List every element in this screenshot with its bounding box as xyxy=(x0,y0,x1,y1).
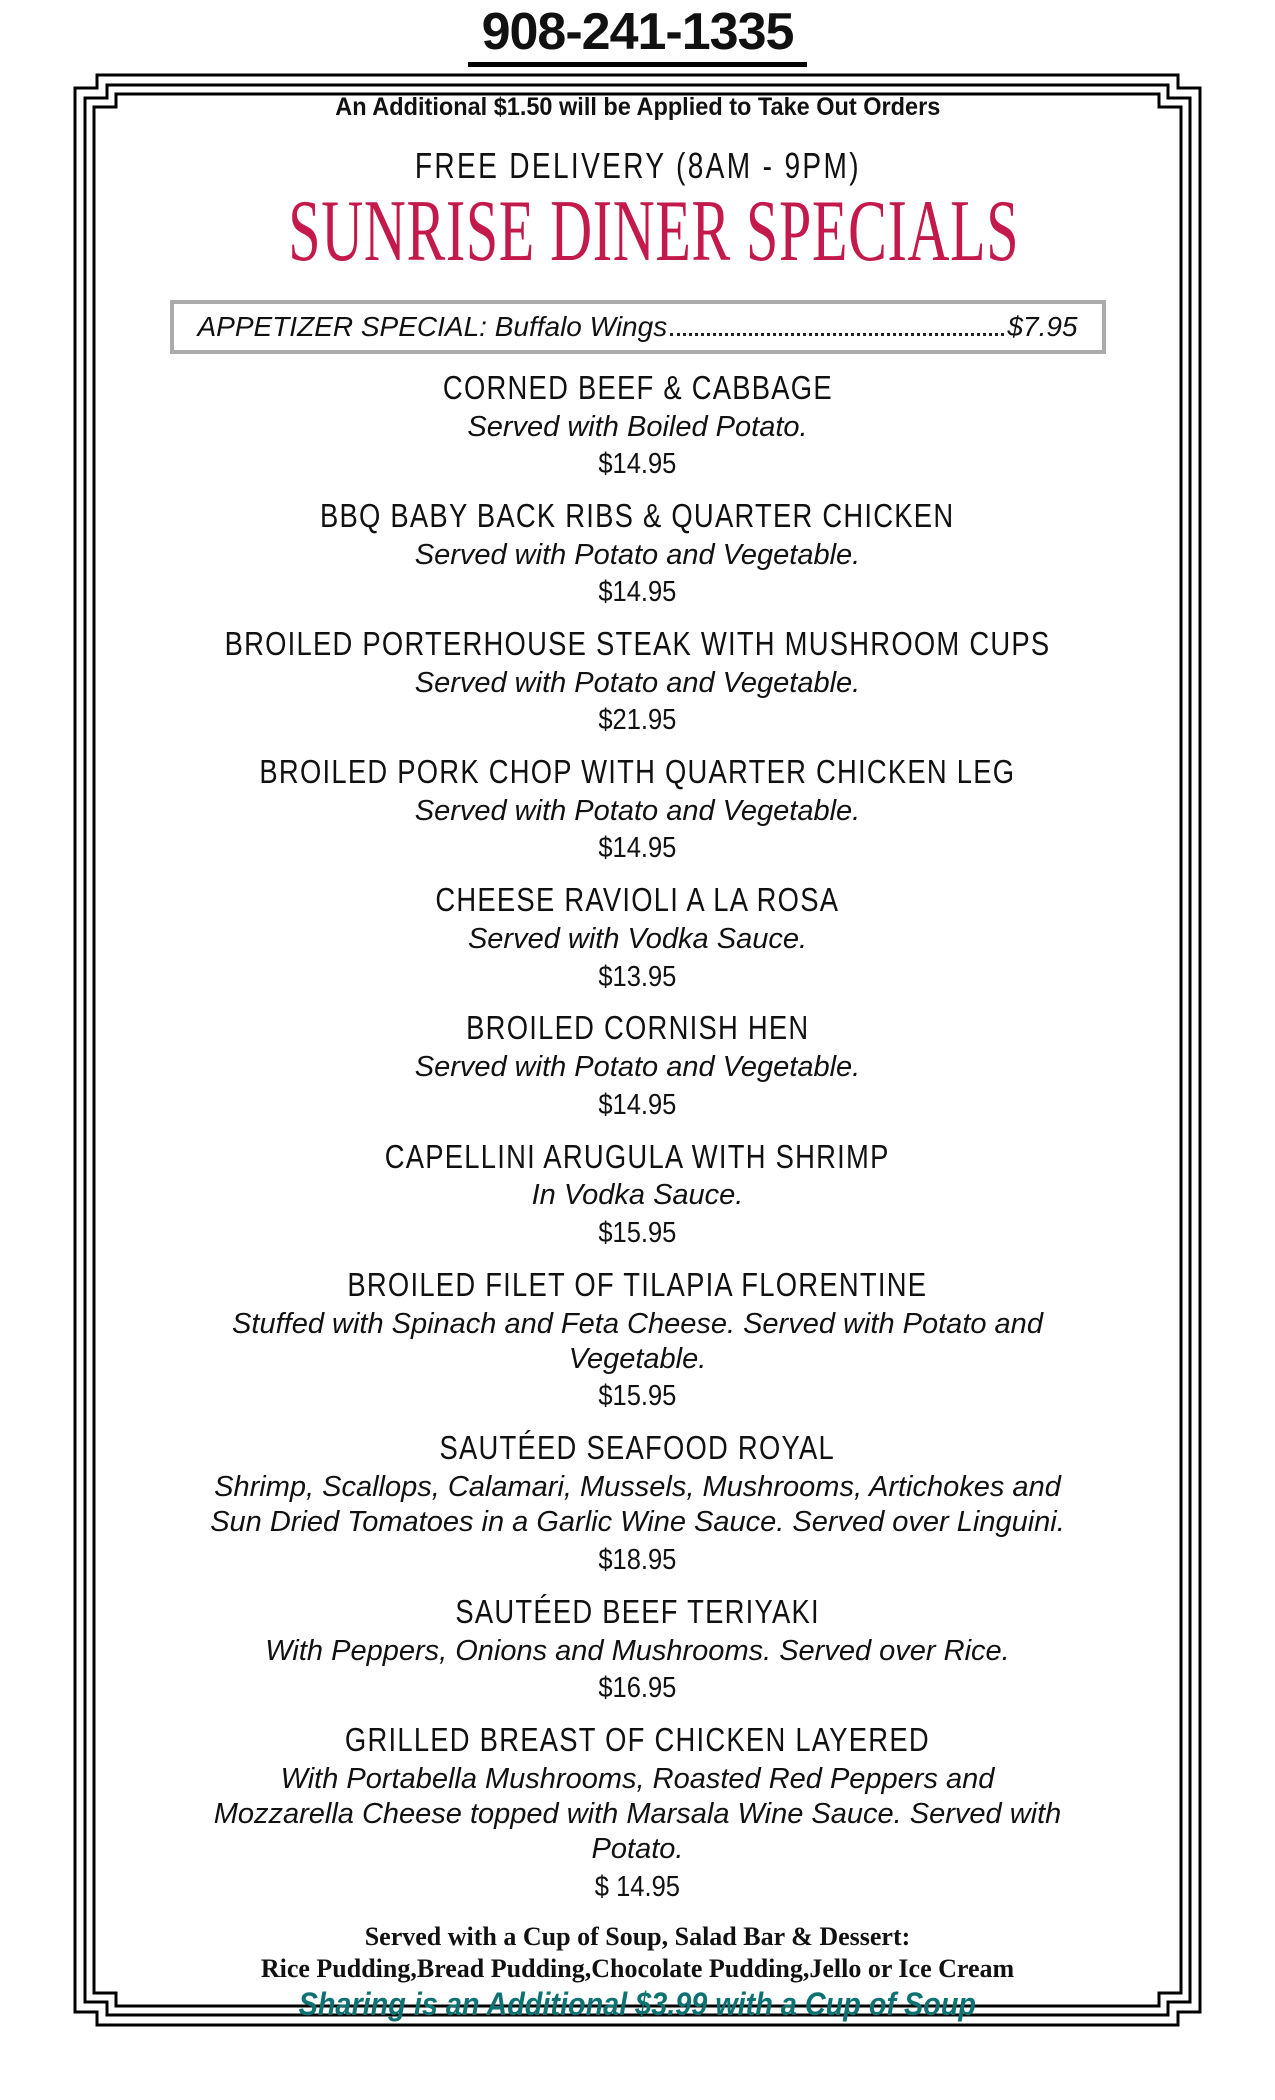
item-name: CORNED BEEF & CABBAGE xyxy=(442,368,833,406)
takeout-note: An Additional $1.50 will be Applied to Take Out Orders xyxy=(334,93,941,122)
item-name: BROILED CORNISH HEN xyxy=(465,1009,810,1047)
item-price: $14.95 xyxy=(598,576,677,609)
item-description: Served with Potato and Vegetable. xyxy=(414,795,861,828)
item-name: GRILLED BREAST OF CHICKEN LAYERED xyxy=(345,1720,930,1758)
item-name: BROILED FILET OF TILAPIA FLORENTINE xyxy=(347,1265,928,1303)
appetizer-price: $7.95 xyxy=(1007,310,1078,342)
menu-title: SUNRISE DINER SPECIALS xyxy=(288,182,1020,280)
item-description: Served with Boiled Potato. xyxy=(467,410,808,443)
specials-list xyxy=(100,370,1175,1905)
menu-item xyxy=(100,1139,1175,1251)
item-description: Served with Potato and Vegetable. xyxy=(414,1051,861,1084)
menu-item xyxy=(100,754,1175,866)
menu-item xyxy=(100,370,1175,482)
item-name: BBQ BABY BACK RIBS & QUARTER CHICKEN xyxy=(320,496,955,534)
phone-number: 908-241-1335 xyxy=(468,4,808,67)
menu-item xyxy=(100,1010,1175,1122)
item-price: $ 14.95 xyxy=(594,1870,681,1903)
menu-item xyxy=(100,1594,1175,1706)
item-price: $21.95 xyxy=(598,704,677,737)
item-description: Stuffed with Spinach and Feta Cheese. Served with Potato and Vegetable. xyxy=(232,1307,1043,1375)
item-price: $14.95 xyxy=(598,1088,677,1121)
dot-leader xyxy=(670,333,1004,336)
item-name: SAUTÉED SEAFOOD ROYAL xyxy=(439,1429,836,1467)
item-name: CAPELLINI ARUGULA WITH SHRIMP xyxy=(385,1137,890,1175)
sharing-note: Sharing is an Additional $3.99 with a Cup of Soup xyxy=(298,1985,977,2022)
menu-item xyxy=(100,1430,1175,1578)
appetizer-special-box xyxy=(170,300,1106,354)
item-name: BROILED PORK CHOP WITH QUARTER CHICKEN LEG xyxy=(259,753,1016,791)
item-name: BROILED PORTERHOUSE STEAK WITH MUSHROOM CUPS xyxy=(224,625,1051,663)
menu-item xyxy=(100,1722,1175,1905)
phone-row xyxy=(100,0,1175,67)
menu-item xyxy=(100,1267,1175,1415)
item-name: CHEESE RAVIOLI A LA ROSA xyxy=(435,881,840,919)
menu-item xyxy=(100,498,1175,610)
item-price: $13.95 xyxy=(598,960,677,993)
free-delivery-note: FREE DELIVERY (8AM - 9PM) xyxy=(414,145,861,187)
item-description: With Portabella Mushrooms, Roasted Red Peppers and Mozzarella Cheese topped with Marsala Wine Sauce. Served with Potato. xyxy=(213,1762,1062,1866)
item-name: SAUTÉED BEEF TERIYAKI xyxy=(455,1592,820,1630)
item-description: In Vodka Sauce. xyxy=(531,1179,744,1212)
item-price: $18.95 xyxy=(598,1543,677,1576)
item-price: $14.95 xyxy=(598,448,677,481)
menu-item xyxy=(100,626,1175,738)
item-description: Served with Vodka Sauce. xyxy=(467,923,808,956)
item-description: With Peppers, Onions and Mushrooms. Served over Rice. xyxy=(265,1634,1010,1667)
menu-item xyxy=(100,882,1175,994)
item-price: $16.95 xyxy=(598,1671,677,1704)
item-description: Served with Potato and Vegetable. xyxy=(414,538,861,571)
item-description: Served with Potato and Vegetable. xyxy=(414,666,861,699)
dessert-options: Rice Pudding,Bread Pudding,Chocolate Pudding,Jello or Ice Cream xyxy=(260,1954,1015,1984)
included-note: Served with a Cup of Soup, Salad Bar & Dessert: xyxy=(364,1921,911,1951)
item-description: Shrimp, Scallops, Calamari, Mussels, Mushrooms, Artichokes and Sun Dried Tomatoes in a Garlic Wine Sauce. Served over Linguini. xyxy=(210,1471,1065,1539)
appetizer-label: APPETIZER SPECIAL: Buffalo Wings xyxy=(197,310,668,342)
item-price: $14.95 xyxy=(598,832,677,865)
item-price: $15.95 xyxy=(598,1380,677,1413)
item-price: $15.95 xyxy=(598,1216,677,1249)
